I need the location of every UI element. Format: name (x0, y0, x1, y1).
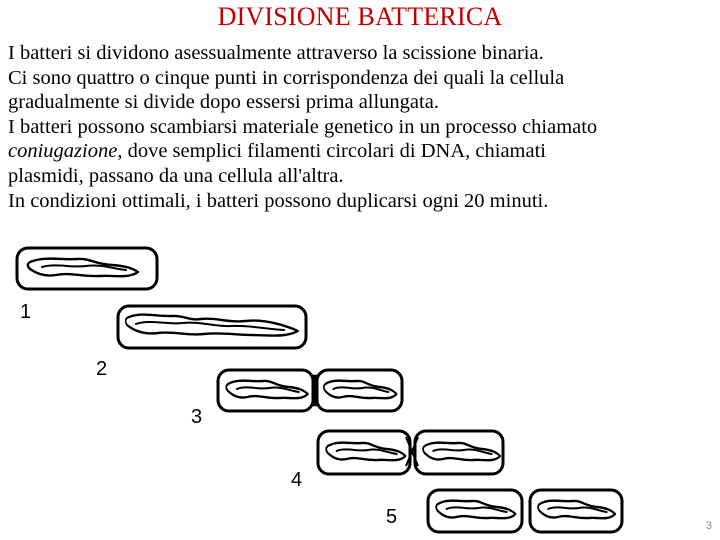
step-label-5: 5 (386, 506, 398, 528)
bacterium-stage-3 (218, 370, 402, 411)
step-label-3: 3 (191, 406, 203, 428)
paragraph-line: I batteri si dividono asessualmente attraverso la scissione binaria. (8, 42, 544, 64)
step-label-4: 4 (291, 469, 303, 491)
bacterium-stage-2 (118, 306, 306, 348)
step-label-1: 1 (20, 301, 32, 323)
paragraph-line: gradualmente si divide dopo essersi prima allungata. (8, 91, 439, 114)
paragraph-line-rest: , dove semplici filamenti circolari di DNA, chiamati (117, 140, 546, 163)
bacterium-stage-1 (17, 248, 157, 289)
paragraph-line: Ci sono quattro o cinque punti in corrispondenza dei quali la cellula (8, 66, 565, 89)
bacterium-stage-4 (318, 431, 503, 474)
step-label-2: 2 (96, 358, 108, 380)
italic-term-coniugazione: coniugazione (8, 140, 118, 163)
paragraph-line: In condizioni ottimali, i batteri possono duplicarsi ogni 20 minuti. (8, 189, 549, 212)
page-number: 3 (705, 520, 712, 532)
paragraph-line: I batteri possono scambiarsi materiale genetico in un processo chiamato (8, 115, 598, 138)
slide-title: DIVISIONE BATTERICA (217, 2, 503, 31)
paragraph-line: plasmidi, passano da una cellula all'altra. (8, 164, 344, 187)
bacterium-stage-5 (428, 490, 622, 532)
